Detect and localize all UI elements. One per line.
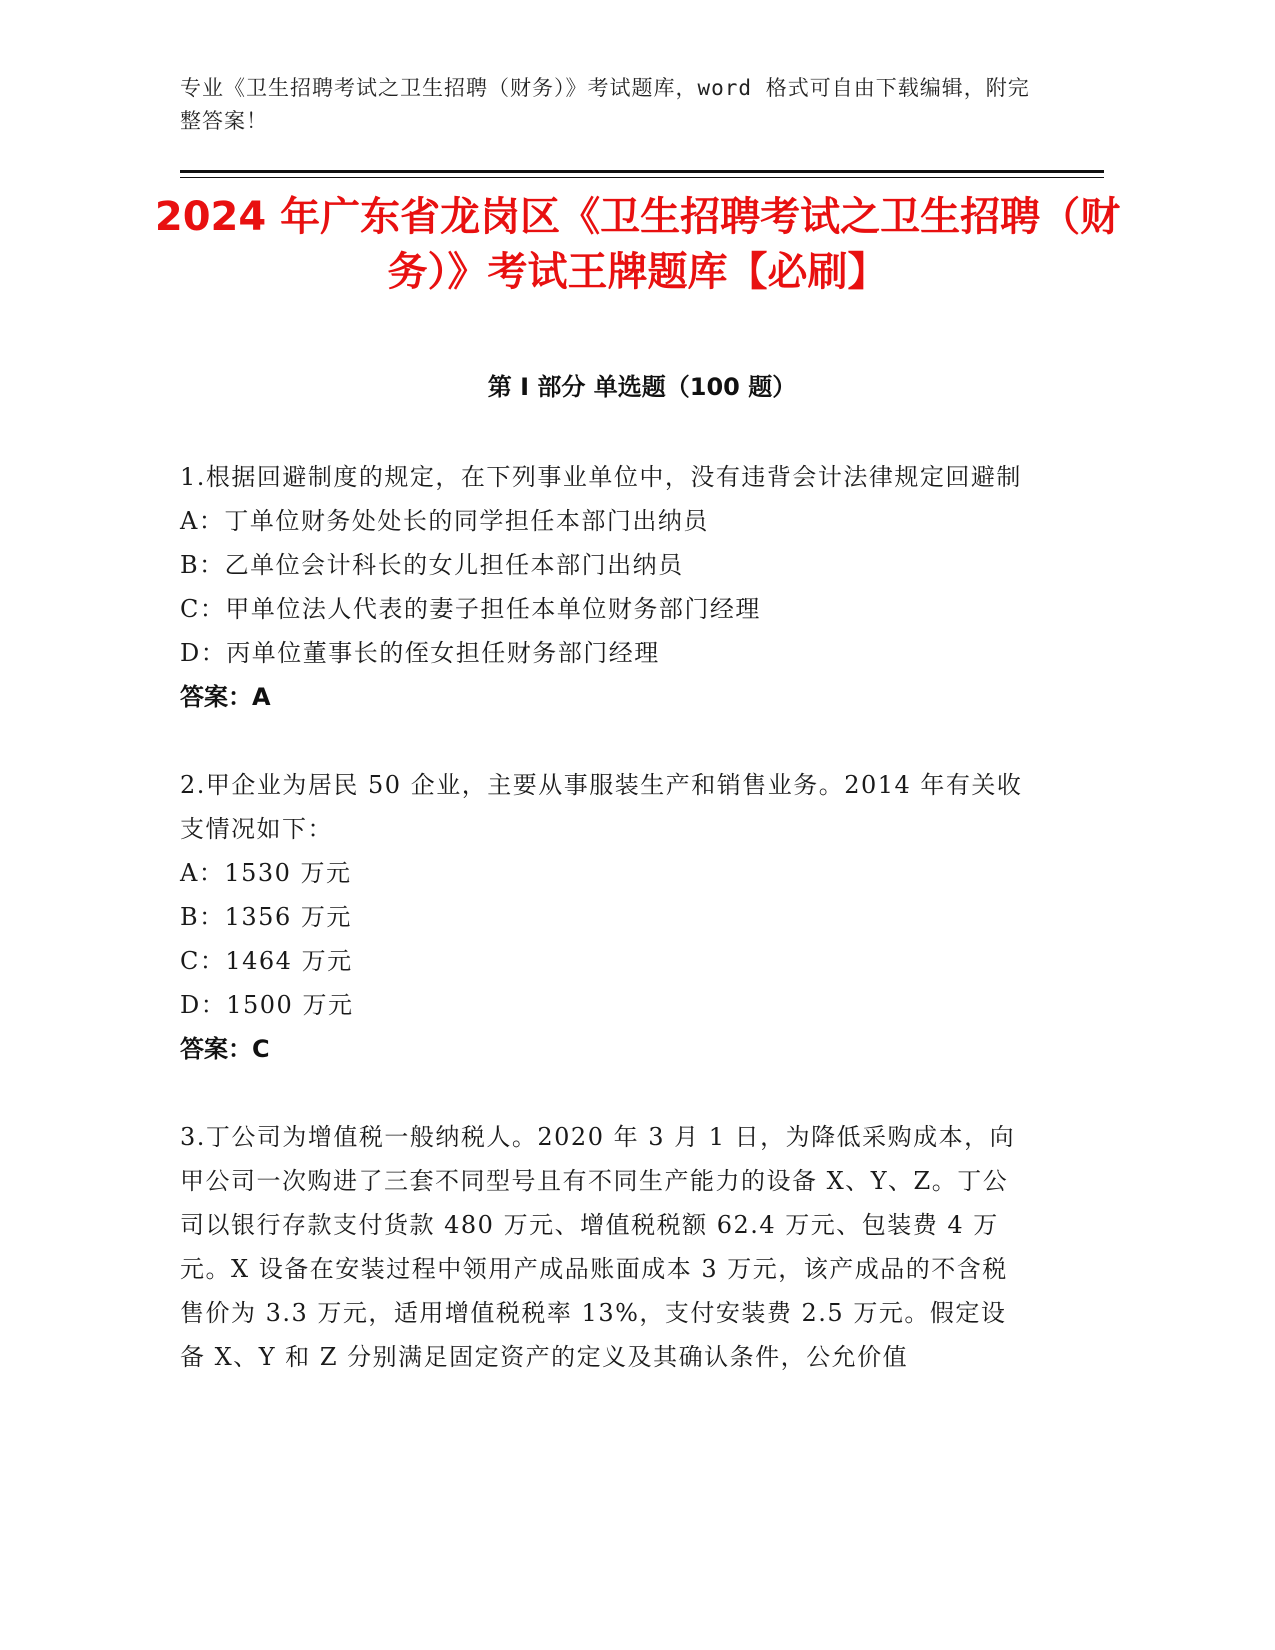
answer: 答案：A — [180, 683, 271, 711]
header-rule-thick — [180, 170, 1104, 173]
option-b: B：1356 万元 — [180, 903, 352, 931]
answer: 答案：C — [180, 1035, 270, 1063]
question-1 — [180, 455, 1030, 719]
header-note: 专业《卫生招聘考试之卫生招聘（财务）》考试题库，word 格式可自由下载编辑，附完整答案！ — [180, 76, 1030, 133]
option-d: D：丙单位董事长的侄女担任财务部门经理 — [180, 639, 660, 667]
question-2 — [180, 763, 1030, 1071]
option-a: A：1530 万元 — [180, 859, 352, 887]
document-title: 2024 年广东省龙岗区《卫生招聘考试之卫生招聘（财务）》考试王牌题库【必刷】 — [154, 194, 1121, 295]
question-stem: 1.根据回避制度的规定，在下列事业单位中，没有违背会计法律规定回避制 — [180, 463, 1022, 491]
option-a: A：丁单位财务处处长的同学担任本部门出纳员 — [180, 507, 709, 535]
option-c: C：1464 万元 — [180, 947, 353, 975]
question-stem: 2.甲企业为居民 50 企业，主要从事服装生产和销售业务。2014 年有关收支情况如下： — [180, 771, 1023, 843]
option-d: D：1500 万元 — [180, 991, 354, 1019]
option-c: C：甲单位法人代表的妻子担任本单位财务部门经理 — [180, 595, 761, 623]
section-heading: 第 I 部分 单选题（100 题） — [487, 373, 797, 401]
question-list — [180, 455, 1030, 1423]
header-rule-thin — [180, 177, 1104, 178]
option-b: B：乙单位会计科长的女儿担任本部门出纳员 — [180, 551, 684, 579]
question-stem: 3.丁公司为增值税一般纳税人。2020 年 3 月 1 日，为降低采购成本，向甲公司一次购进了三套不同型号且有不同生产能力的设备 X、Y、Z。丁公司以银行存款支付货款 480 万元、增值税税额 62.4 万元、包装费 4 万元。X 设备在安装过程中领用产成品账面成本 3 万元，该产成品的不含税售价为 3.3 万元，适用增值税税率 13%，支付安装费 2.5 万元。假定设备 X、Y 和 Z 分别满足固定资产的定义及其确认条件，公允价值 — [180, 1123, 1016, 1371]
question-3 — [180, 1115, 1030, 1379]
